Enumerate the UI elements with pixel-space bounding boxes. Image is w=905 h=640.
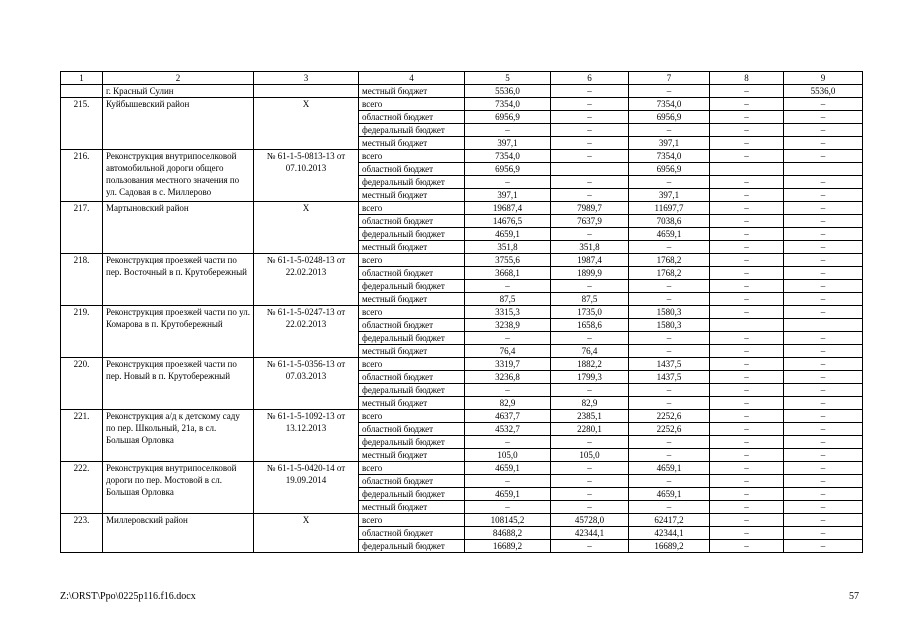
value-cell: 1899,9 xyxy=(551,267,629,280)
document-cell: Х xyxy=(254,202,359,254)
value-cell: – xyxy=(784,150,863,163)
value-cell: – xyxy=(551,436,629,449)
value-cell: – xyxy=(784,462,863,475)
document-cell: № 61-1-5-0248-13 от 22.02.2013 xyxy=(254,254,359,306)
value-cell xyxy=(710,319,784,332)
value-cell xyxy=(784,319,863,332)
value-cell: – xyxy=(710,436,784,449)
value-cell: – xyxy=(784,215,863,228)
value-cell: 351,8 xyxy=(465,241,551,254)
value-cell: 2385,1 xyxy=(551,410,629,423)
value-cell: – xyxy=(465,436,551,449)
table-row xyxy=(61,254,863,267)
value-cell: 2280,1 xyxy=(551,423,629,436)
budget-table xyxy=(60,71,863,553)
value-cell: 76,4 xyxy=(551,345,629,358)
value-cell: – xyxy=(784,176,863,189)
value-cell: 5536,0 xyxy=(784,85,863,98)
value-cell: 1658,6 xyxy=(551,319,629,332)
value-cell: 19687,4 xyxy=(465,202,551,215)
value-cell: – xyxy=(629,176,710,189)
budget-type-cell: местный бюджет xyxy=(359,449,465,462)
budget-type-cell: всего xyxy=(359,462,465,475)
value-cell: – xyxy=(551,85,629,98)
budget-type-cell: всего xyxy=(359,410,465,423)
value-cell: 1768,2 xyxy=(629,267,710,280)
value-cell: – xyxy=(551,462,629,475)
value-cell: – xyxy=(710,449,784,462)
value-cell: – xyxy=(784,436,863,449)
table-row xyxy=(61,150,863,163)
budget-type-cell: областной бюджет xyxy=(359,267,465,280)
value-cell: – xyxy=(551,488,629,501)
value-cell: – xyxy=(465,280,551,293)
value-cell: – xyxy=(551,280,629,293)
table-body xyxy=(61,85,863,553)
budget-type-cell: местный бюджет xyxy=(359,241,465,254)
budget-type-cell: областной бюджет xyxy=(359,371,465,384)
table-row xyxy=(61,98,863,111)
value-cell: – xyxy=(784,423,863,436)
value-cell: 105,0 xyxy=(465,449,551,462)
value-cell: – xyxy=(784,514,863,527)
page-number: 57 xyxy=(849,591,859,602)
budget-type-cell: федеральный бюджет xyxy=(359,436,465,449)
budget-type-cell: всего xyxy=(359,306,465,319)
value-cell: 4659,1 xyxy=(629,488,710,501)
value-cell: 42344,1 xyxy=(629,527,710,540)
value-cell: 7637,9 xyxy=(551,215,629,228)
column-number-row xyxy=(61,72,863,85)
value-cell: 4659,1 xyxy=(629,228,710,241)
budget-type-cell: местный бюджет xyxy=(359,397,465,410)
value-cell: – xyxy=(710,215,784,228)
row-number-cell: 222. xyxy=(61,462,103,514)
object-name-cell: Миллеровский район xyxy=(103,514,254,553)
table-row xyxy=(61,85,863,98)
value-cell: – xyxy=(784,332,863,345)
value-cell: – xyxy=(710,332,784,345)
value-cell: – xyxy=(710,267,784,280)
value-cell: 397,1 xyxy=(629,137,710,150)
value-cell: – xyxy=(784,527,863,540)
value-cell: – xyxy=(551,111,629,124)
object-name-cell: Реконструкция внутрипоселковой дороги по пер. Мостовой в сл. Большая Орловка xyxy=(103,462,254,514)
value-cell: 7354,0 xyxy=(465,98,551,111)
value-cell: 82,9 xyxy=(551,397,629,410)
value-cell: – xyxy=(784,540,863,553)
value-cell: 7354,0 xyxy=(629,98,710,111)
value-cell: 397,1 xyxy=(465,189,551,202)
value-cell: 6956,9 xyxy=(465,163,551,176)
budget-type-cell: федеральный бюджет xyxy=(359,124,465,137)
row-number-cell: 219. xyxy=(61,306,103,358)
value-cell: – xyxy=(629,85,710,98)
budget-type-cell: местный бюджет xyxy=(359,345,465,358)
value-cell: – xyxy=(710,462,784,475)
value-cell: – xyxy=(465,124,551,137)
value-cell: – xyxy=(629,345,710,358)
value-cell: 45728,0 xyxy=(551,514,629,527)
value-cell: – xyxy=(784,345,863,358)
value-cell: – xyxy=(629,293,710,306)
column-number: 7 xyxy=(629,72,710,85)
column-number: 3 xyxy=(254,72,359,85)
value-cell: – xyxy=(784,98,863,111)
value-cell: 108145,2 xyxy=(465,514,551,527)
value-cell: 87,5 xyxy=(551,293,629,306)
value-cell: – xyxy=(784,384,863,397)
value-cell: – xyxy=(551,540,629,553)
value-cell: – xyxy=(710,98,784,111)
value-cell: 4637,7 xyxy=(465,410,551,423)
row-number-cell: 223. xyxy=(61,514,103,553)
row-number-cell: 216. xyxy=(61,150,103,202)
value-cell: – xyxy=(710,293,784,306)
budget-type-cell: федеральный бюджет xyxy=(359,332,465,345)
value-cell: – xyxy=(710,306,784,319)
value-cell: 4659,1 xyxy=(629,462,710,475)
budget-type-cell: всего xyxy=(359,358,465,371)
value-cell: 1987,4 xyxy=(551,254,629,267)
value-cell: – xyxy=(710,241,784,254)
value-cell: – xyxy=(784,228,863,241)
value-cell: 3319,7 xyxy=(465,358,551,371)
value-cell: 3238,9 xyxy=(465,319,551,332)
value-cell: – xyxy=(465,475,551,488)
value-cell: – xyxy=(784,111,863,124)
table-row xyxy=(61,514,863,527)
value-cell: 7038,6 xyxy=(629,215,710,228)
value-cell: – xyxy=(710,514,784,527)
budget-type-cell: местный бюджет xyxy=(359,189,465,202)
budget-type-cell: местный бюджет xyxy=(359,293,465,306)
value-cell: 6956,9 xyxy=(629,163,710,176)
value-cell: 1580,3 xyxy=(629,319,710,332)
value-cell: – xyxy=(465,384,551,397)
value-cell: 4659,1 xyxy=(465,488,551,501)
value-cell: – xyxy=(710,475,784,488)
budget-type-cell: областной бюджет xyxy=(359,423,465,436)
value-cell: – xyxy=(784,254,863,267)
value-cell xyxy=(710,163,784,176)
value-cell: 16689,2 xyxy=(465,540,551,553)
value-cell: – xyxy=(710,423,784,436)
value-cell: – xyxy=(551,228,629,241)
object-name-cell: Реконструкция проезжей части по пер. Восточный в п. Крутобережный xyxy=(103,254,254,306)
object-name-cell: г. Красный Сулин xyxy=(103,85,254,98)
row-number-cell: 215. xyxy=(61,98,103,150)
value-cell: – xyxy=(710,345,784,358)
value-cell: 351,8 xyxy=(551,241,629,254)
document-cell: Х xyxy=(254,98,359,150)
column-number: 2 xyxy=(103,72,254,85)
value-cell: – xyxy=(710,371,784,384)
value-cell: – xyxy=(629,475,710,488)
row-number-cell: 217. xyxy=(61,202,103,254)
budget-type-cell: местный бюджет xyxy=(359,85,465,98)
value-cell: – xyxy=(710,137,784,150)
value-cell: – xyxy=(551,137,629,150)
value-cell: 7989,7 xyxy=(551,202,629,215)
value-cell: 3236,8 xyxy=(465,371,551,384)
object-name-cell: Реконструкция проезжей части по ул. Комарова в п. Крутобережный xyxy=(103,306,254,358)
value-cell: – xyxy=(710,501,784,514)
value-cell: 105,0 xyxy=(551,449,629,462)
value-cell: 7354,0 xyxy=(465,150,551,163)
value-cell: – xyxy=(784,267,863,280)
table-row xyxy=(61,306,863,319)
value-cell: – xyxy=(710,150,784,163)
value-cell: – xyxy=(710,540,784,553)
value-cell: – xyxy=(551,189,629,202)
value-cell: – xyxy=(551,98,629,111)
value-cell: 1735,0 xyxy=(551,306,629,319)
value-cell: – xyxy=(629,397,710,410)
value-cell: – xyxy=(710,397,784,410)
value-cell: – xyxy=(465,332,551,345)
value-cell: – xyxy=(551,150,629,163)
value-cell: – xyxy=(784,397,863,410)
value-cell: 1437,5 xyxy=(629,371,710,384)
object-name-cell: Куйбышевский район xyxy=(103,98,254,150)
value-cell: 14676,5 xyxy=(465,215,551,228)
value-cell: 7354,0 xyxy=(629,150,710,163)
value-cell: 6956,9 xyxy=(465,111,551,124)
value-cell xyxy=(784,163,863,176)
value-cell: – xyxy=(784,475,863,488)
column-number: 1 xyxy=(61,72,103,85)
document-cell: № 61-1-5-0247-13 от 22.02.2013 xyxy=(254,306,359,358)
value-cell: 84688,2 xyxy=(465,527,551,540)
value-cell: 4532,7 xyxy=(465,423,551,436)
value-cell: – xyxy=(710,85,784,98)
value-cell: 397,1 xyxy=(465,137,551,150)
value-cell: 2252,6 xyxy=(629,423,710,436)
value-cell: – xyxy=(784,358,863,371)
column-number: 4 xyxy=(359,72,465,85)
row-number-cell: 220. xyxy=(61,358,103,410)
column-number: 5 xyxy=(465,72,551,85)
value-cell: 76,4 xyxy=(465,345,551,358)
budget-type-cell: федеральный бюджет xyxy=(359,176,465,189)
value-cell: – xyxy=(551,176,629,189)
value-cell: – xyxy=(629,384,710,397)
value-cell: – xyxy=(629,332,710,345)
value-cell: – xyxy=(551,332,629,345)
value-cell: – xyxy=(784,306,863,319)
value-cell: – xyxy=(710,202,784,215)
value-cell: – xyxy=(784,124,863,137)
value-cell: – xyxy=(784,488,863,501)
column-number: 9 xyxy=(784,72,863,85)
value-cell: 16689,2 xyxy=(629,540,710,553)
value-cell: – xyxy=(551,501,629,514)
budget-type-cell: федеральный бюджет xyxy=(359,540,465,553)
value-cell: – xyxy=(551,475,629,488)
value-cell: – xyxy=(784,371,863,384)
budget-type-cell: областной бюджет xyxy=(359,163,465,176)
value-cell: – xyxy=(551,384,629,397)
value-cell: 2252,6 xyxy=(629,410,710,423)
document-cell xyxy=(254,85,359,98)
value-cell: – xyxy=(710,384,784,397)
row-number-cell: 221. xyxy=(61,410,103,462)
budget-type-cell: всего xyxy=(359,514,465,527)
budget-type-cell: местный бюджет xyxy=(359,137,465,150)
value-cell: 62417,2 xyxy=(629,514,710,527)
object-name-cell: Реконструкция а/д к детскому саду по пер. Школьный, 21а, в сл. Большая Орловка xyxy=(103,410,254,462)
value-cell xyxy=(551,163,629,176)
value-cell: – xyxy=(710,527,784,540)
value-cell: – xyxy=(710,410,784,423)
value-cell: – xyxy=(710,254,784,267)
budget-type-cell: федеральный бюджет xyxy=(359,384,465,397)
document-cell: № 61-1-5-0420-14 от 19.09.2014 xyxy=(254,462,359,514)
value-cell: – xyxy=(784,241,863,254)
budget-type-cell: всего xyxy=(359,254,465,267)
budget-type-cell: всего xyxy=(359,150,465,163)
value-cell: 1437,5 xyxy=(629,358,710,371)
value-cell: 42344,1 xyxy=(551,527,629,540)
value-cell: 1882,2 xyxy=(551,358,629,371)
file-path: Z:\ORST\Ppo\0225p116.f16.docx xyxy=(60,591,196,602)
value-cell: 87,5 xyxy=(465,293,551,306)
value-cell: 5536,0 xyxy=(465,85,551,98)
value-cell: – xyxy=(710,228,784,241)
value-cell: – xyxy=(784,293,863,306)
value-cell: – xyxy=(784,410,863,423)
value-cell: – xyxy=(629,436,710,449)
column-number: 6 xyxy=(551,72,629,85)
value-cell: 11697,7 xyxy=(629,202,710,215)
object-name-cell: Реконструкция внутрипоселковой автомобильной дороги общего пользования местного значения по ул. Садовая в с. Миллерово xyxy=(103,150,254,202)
document-cell: № 61-1-5-0813-13 от 07.10.2013 xyxy=(254,150,359,202)
value-cell: – xyxy=(710,124,784,137)
value-cell: 6956,9 xyxy=(629,111,710,124)
value-cell: 397,1 xyxy=(629,189,710,202)
budget-type-cell: областной бюджет xyxy=(359,215,465,228)
value-cell: – xyxy=(710,488,784,501)
table-row xyxy=(61,462,863,475)
value-cell: – xyxy=(629,241,710,254)
budget-type-cell: федеральный бюджет xyxy=(359,280,465,293)
budget-type-cell: областной бюджет xyxy=(359,475,465,488)
budget-type-cell: федеральный бюджет xyxy=(359,488,465,501)
table-row xyxy=(61,410,863,423)
table-row xyxy=(61,358,863,371)
document-cell: № 61-1-5-0356-13 от 07.03.2013 xyxy=(254,358,359,410)
value-cell: 82,9 xyxy=(465,397,551,410)
value-cell: 1768,2 xyxy=(629,254,710,267)
budget-type-cell: всего xyxy=(359,202,465,215)
value-cell: 1580,3 xyxy=(629,306,710,319)
value-cell: – xyxy=(784,202,863,215)
value-cell: – xyxy=(784,449,863,462)
value-cell: 1799,3 xyxy=(551,371,629,384)
value-cell: – xyxy=(629,501,710,514)
document-cell: № 61-1-5-1092-13 от 13.12.2013 xyxy=(254,410,359,462)
object-name-cell: Мартыновский район xyxy=(103,202,254,254)
value-cell: – xyxy=(629,280,710,293)
value-cell: 4659,1 xyxy=(465,462,551,475)
document-cell: Х xyxy=(254,514,359,553)
value-cell: – xyxy=(710,280,784,293)
budget-type-cell: федеральный бюджет xyxy=(359,228,465,241)
value-cell: – xyxy=(784,501,863,514)
budget-type-cell: областной бюджет xyxy=(359,319,465,332)
value-cell: – xyxy=(710,111,784,124)
budget-type-cell: областной бюджет xyxy=(359,111,465,124)
budget-type-cell: всего xyxy=(359,98,465,111)
value-cell: 3315,3 xyxy=(465,306,551,319)
column-number: 8 xyxy=(710,72,784,85)
value-cell: – xyxy=(629,124,710,137)
value-cell: 4659,1 xyxy=(465,228,551,241)
value-cell: – xyxy=(551,124,629,137)
value-cell: 3755,6 xyxy=(465,254,551,267)
table-row xyxy=(61,202,863,215)
value-cell: – xyxy=(784,189,863,202)
value-cell: – xyxy=(784,137,863,150)
budget-type-cell: местный бюджет xyxy=(359,501,465,514)
value-cell: 3668,1 xyxy=(465,267,551,280)
value-cell: – xyxy=(710,189,784,202)
object-name-cell: Реконструкция проезжей части по пер. Новый в п. Крутобережный xyxy=(103,358,254,410)
value-cell: – xyxy=(465,501,551,514)
value-cell: – xyxy=(629,449,710,462)
value-cell: – xyxy=(710,176,784,189)
value-cell: – xyxy=(465,176,551,189)
value-cell: – xyxy=(784,280,863,293)
row-number-cell xyxy=(61,85,103,98)
row-number-cell: 218. xyxy=(61,254,103,306)
value-cell: – xyxy=(710,358,784,371)
budget-type-cell: областной бюджет xyxy=(359,527,465,540)
